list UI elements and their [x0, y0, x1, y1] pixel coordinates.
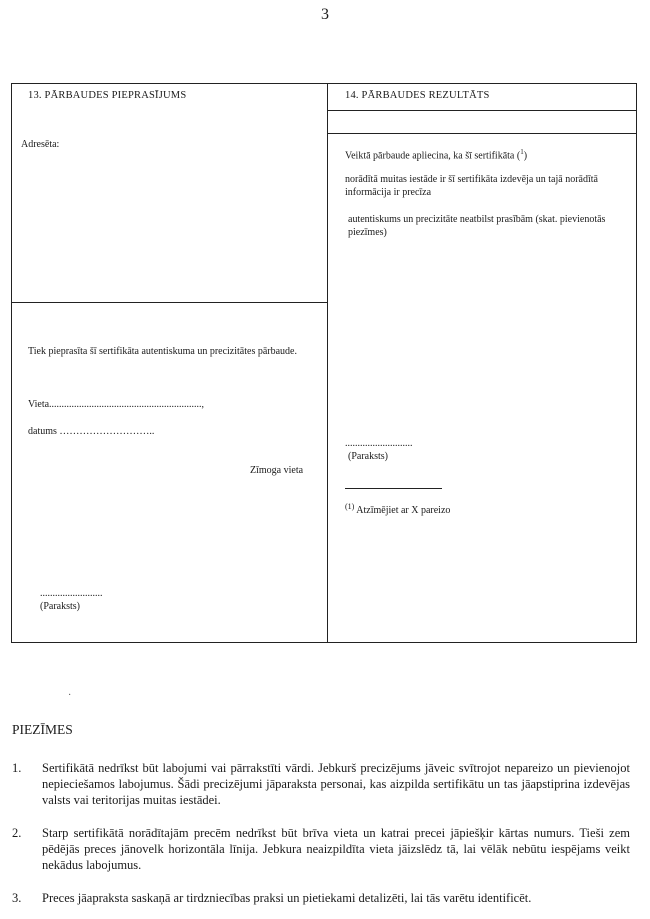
notes-title: PIEZĪMES — [12, 722, 73, 737]
column-divider — [327, 83, 328, 643]
box13-title: 13. PĀRBAUDES PIEPRASĪJUMS — [28, 90, 187, 101]
note-item — [12, 825, 630, 873]
box13-signature-label: (Paraksts) — [40, 601, 80, 612]
box13-addressed-label: Adresēta: — [21, 139, 60, 150]
box13-stamp-place: Zīmoga vieta — [250, 465, 304, 476]
box14-footnote: $^{(1)}$ Atzīmējiet ar X pareizo — [345, 502, 451, 516]
box14-footnote-rule — [345, 488, 442, 489]
box13-divider — [11, 302, 328, 303]
box13-signature-dots: ......................... — [40, 588, 103, 599]
box14-title: 14. PĀRBAUDES REZULTĀTS — [345, 90, 490, 101]
page-number: 3 — [321, 6, 329, 23]
box14-title-divider — [328, 110, 637, 111]
note-text: Preces jāapraksta saskaņā ar tirdzniecības praksi un pietiekami detalizēti, lai tās varētu identificēt. — [42, 891, 532, 905]
note-text: Starp sertifikātā norādītajām precēm nedrīkst būt brīva vieta un katrai precei jāpiešķir kārtas numurs. Tieši zem pēdējās preces jānovelk horizontāla līnija. Jebkura neaizpildīta vieta jāizslēdz tā, lai vēlāk nebūtu iespējams veikt nekādus labojumus. — [42, 826, 630, 872]
box14-option-not-authentic: autentiskums un precizitāte neatbilst prasībām (skat. pievienotās piezīmes) — [348, 214, 606, 238]
box14-option-authentic: norādītā muitas iestāde ir šī sertifikāta izdevēja un tajā norādītā informācija ir precīza — [345, 174, 598, 198]
box14-signature-dots: ........................... — [345, 438, 413, 449]
note-item — [12, 890, 630, 906]
note-number: 1. — [12, 761, 22, 775]
box14-signature-label: (Paraksts) — [348, 451, 388, 462]
box14-header-divider — [328, 133, 637, 134]
stray-dot: · — [68, 690, 72, 701]
note-number: 3. — [12, 891, 22, 905]
form-frame — [11, 83, 637, 643]
box13-date-field: datums ……………………….. — [28, 426, 155, 437]
box14-confirm-footnote-ref: 1 — [520, 148, 524, 156]
box13-request-text: Tiek pieprasīta šī sertifikāta autentiskuma un precizitātes pārbaude. — [28, 346, 297, 357]
note-item — [12, 760, 630, 808]
box14-confirm-text: Veiktā pārbaude apliecina, ka šī sertifikāta ($^1$) — [345, 148, 528, 162]
box13-place-field: Vieta............................................................., — [28, 399, 205, 410]
note-text: Sertifikātā nedrīkst būt labojumi vai pārrakstīti vārdi. Jebkurš precizējums jāveic svītrojot nepareizo un pievienojot nepieciešamos labojumus. Šādi precizējumi jāparaksta personai, kas aizpilda sertifikātu un tas jāapstiprina izdevējas valsts vai teritorijas muitas iestādei. — [42, 761, 630, 807]
note-number: 2. — [12, 826, 22, 840]
